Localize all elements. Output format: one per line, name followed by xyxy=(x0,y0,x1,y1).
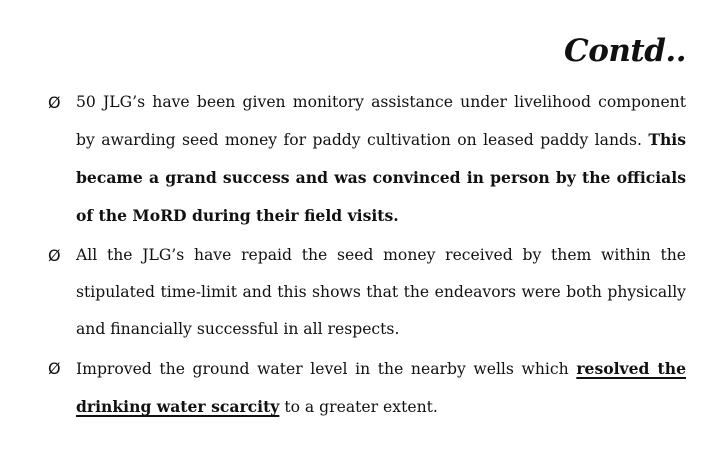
arrow-bullet-icon: Ø xyxy=(48,359,61,378)
slide-title: Contd.. xyxy=(564,33,686,69)
bullet-item xyxy=(48,84,686,235)
bullet-text: 50 JLG’s have been given monitory assistance under livelihood component by awarding seed money for paddy cultivation on leased paddy lands. xyxy=(76,93,686,149)
arrow-bullet-icon: Ø xyxy=(48,93,61,112)
bullet-underlined-text: resolved the drinking water scarcity xyxy=(76,359,686,416)
bullet-text: Improved the ground water level in the nearby wells which xyxy=(76,360,577,378)
bullet-item xyxy=(48,350,686,426)
bullet-item xyxy=(48,237,686,348)
bullet-tail-text: to a greater extent. xyxy=(279,398,438,416)
bullet-bold-text: This became a grand success and was convinced in person by the officials of the MoRD during their field visits. xyxy=(76,130,686,225)
arrow-bullet-icon: Ø xyxy=(48,246,61,265)
bullet-list xyxy=(48,84,686,428)
bullet-text: All the JLG’s have repaid the seed money received by them within the stipulated time-limit and this shows that the endeavors were both physically and financially successful in all respects. xyxy=(76,246,686,338)
